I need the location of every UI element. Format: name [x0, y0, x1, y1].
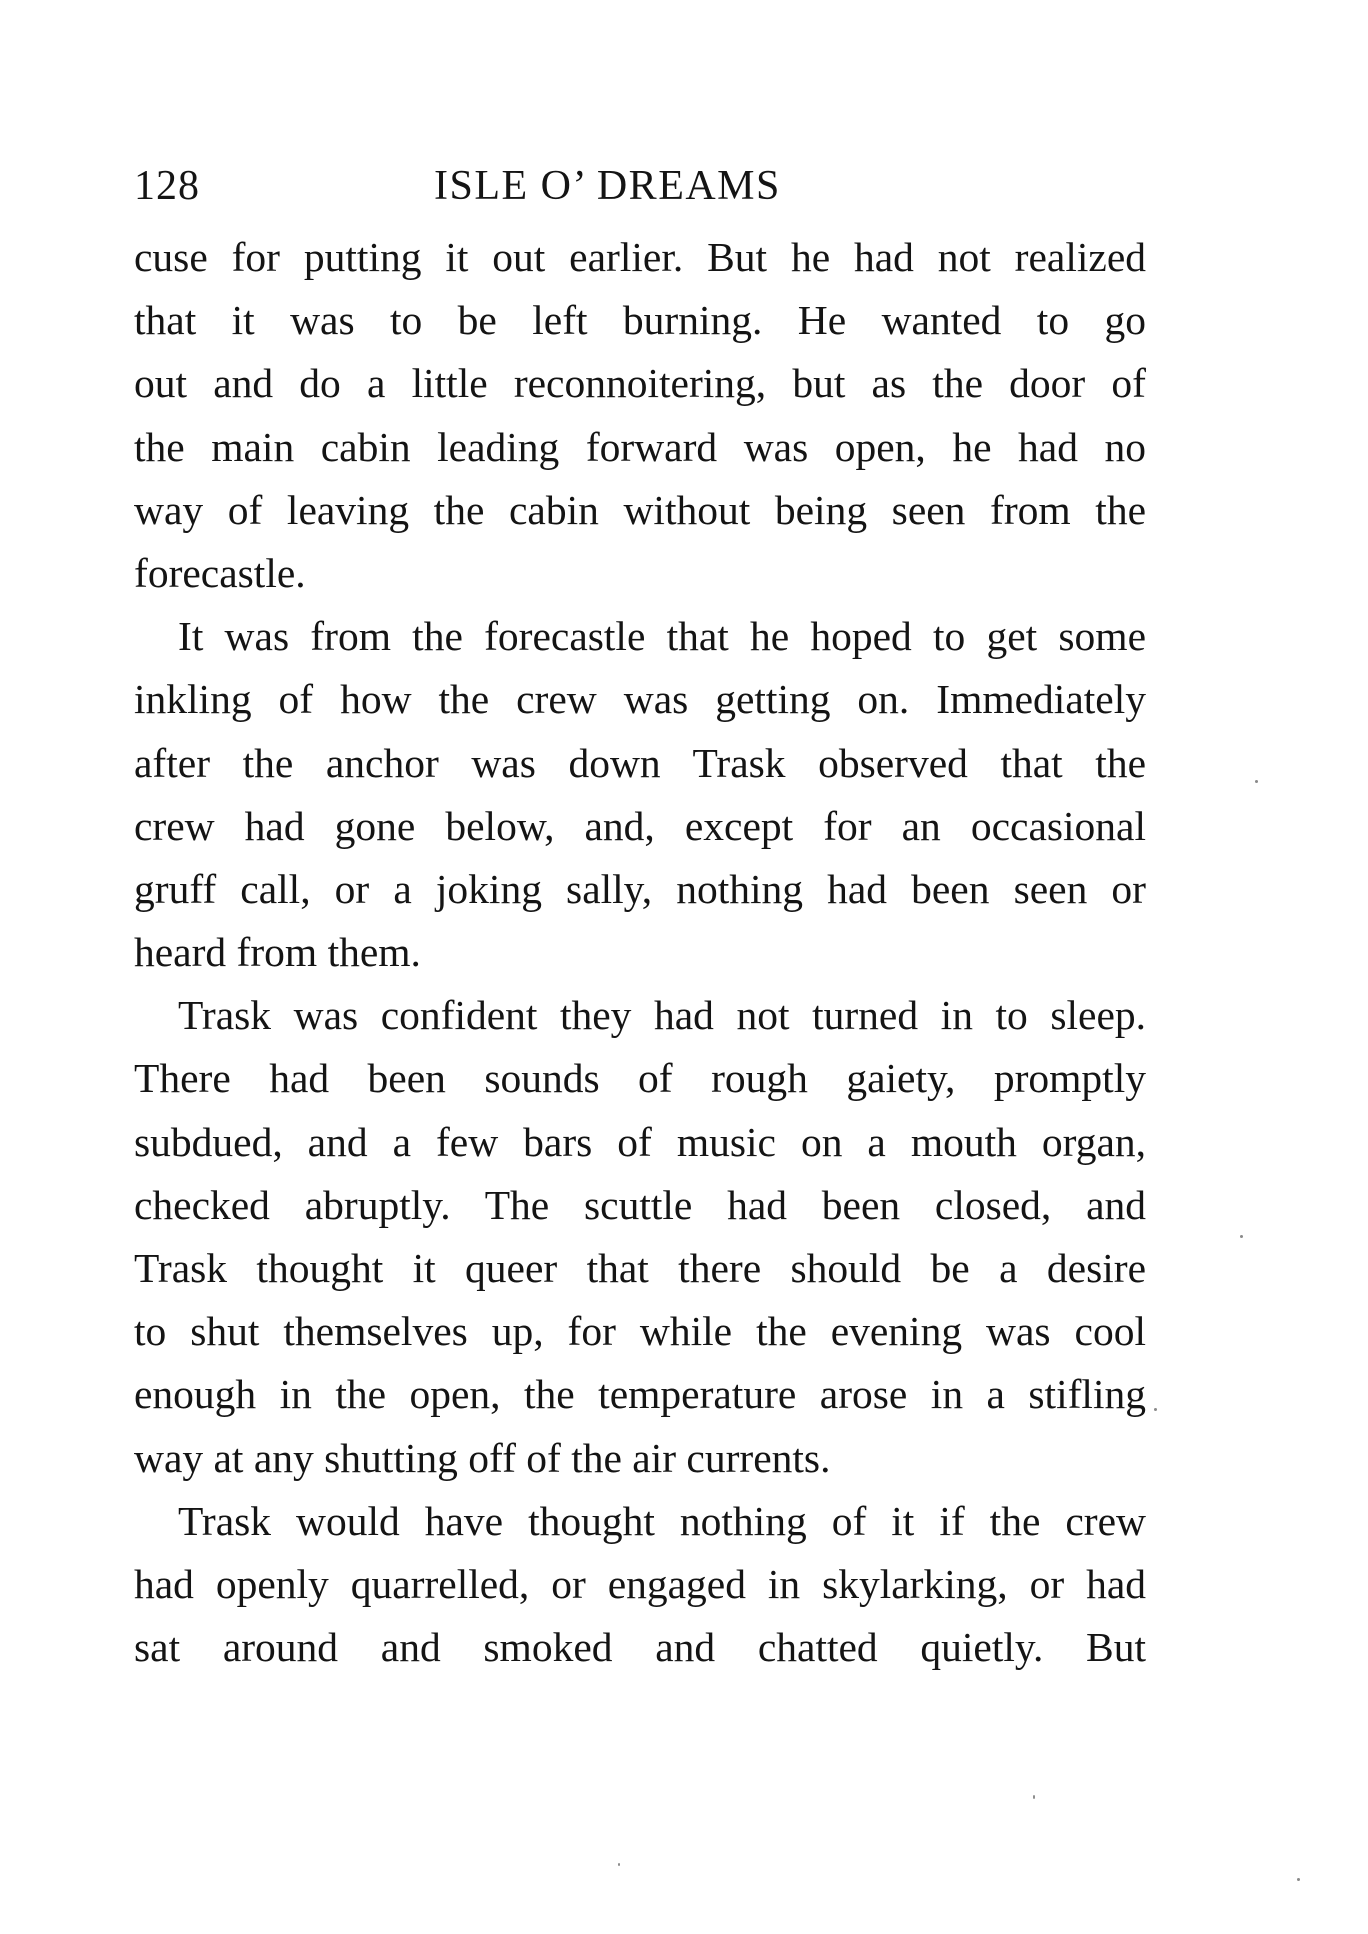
- scan-speck: [1154, 1408, 1157, 1411]
- text-line: the main cabin leading forward was open, he had no: [134, 423, 1146, 470]
- text-line: checked abruptly. The scuttle had been closed, and: [134, 1181, 1146, 1228]
- paragraph-1: [134, 226, 1146, 605]
- scan-speck: [1240, 1235, 1243, 1238]
- text-line: cuse for putting it out earlier. But he had not realized: [134, 234, 1146, 280]
- text-line: Trask thought it queer that there should be a desire: [134, 1245, 1146, 1291]
- text-line: crew had gone below, and, except for an occasional: [134, 802, 1146, 849]
- text-line: Trask was confident they had not turned in to sleep.: [178, 992, 1146, 1039]
- text-line: gruff call, or a joking sally, nothing had been seen or: [134, 865, 1146, 912]
- text-line: to shut themselves up, for while the evening was cool: [134, 1308, 1146, 1355]
- paragraph-4: [134, 1490, 1146, 1680]
- running-title: ISLE O’ DREAMS: [434, 163, 781, 209]
- text-line: had openly quarrelled, or engaged in skylarking, or had: [134, 1560, 1146, 1607]
- text-line: way of leaving the cabin without being seen from the: [134, 486, 1146, 533]
- text-line: Trask would have thought nothing of it if the crew: [178, 1497, 1146, 1544]
- text-line: that it was to be left burning. He wanted to go: [134, 297, 1146, 344]
- text-line: forecastle.: [134, 549, 306, 596]
- scan-speck: [1255, 780, 1258, 783]
- text-line: It was from the forecastle that he hoped to get some: [178, 613, 1146, 660]
- scan-speck: [618, 1863, 620, 1866]
- scan-speck: [1033, 1795, 1035, 1799]
- text-line: way at any shutting off of the air currents.: [134, 1434, 831, 1481]
- text-line: subdued, and a few bars of music on a mouth organ,: [134, 1118, 1146, 1165]
- text-line: inkling of how the crew was getting on. Immediately: [134, 676, 1146, 723]
- text-line: sat around and smoked and chatted quietly. But: [134, 1624, 1146, 1671]
- page-header: [134, 148, 1146, 212]
- page-number: 128: [134, 163, 200, 209]
- paragraph-2: [134, 605, 1146, 984]
- text-line: heard from them.: [134, 929, 421, 976]
- text-line: after the anchor was down Trask observed that the: [134, 739, 1146, 786]
- text-line: enough in the open, the temperature arose in a stifling: [134, 1371, 1146, 1418]
- paragraph-3: [134, 984, 1146, 1490]
- text-line: There had been sounds of rough gaiety, promptly: [134, 1055, 1146, 1102]
- body-text: [134, 226, 1146, 1679]
- scan-speck: [1297, 1878, 1300, 1881]
- text-line: out and do a little reconnoitering, but as the door of: [134, 360, 1146, 407]
